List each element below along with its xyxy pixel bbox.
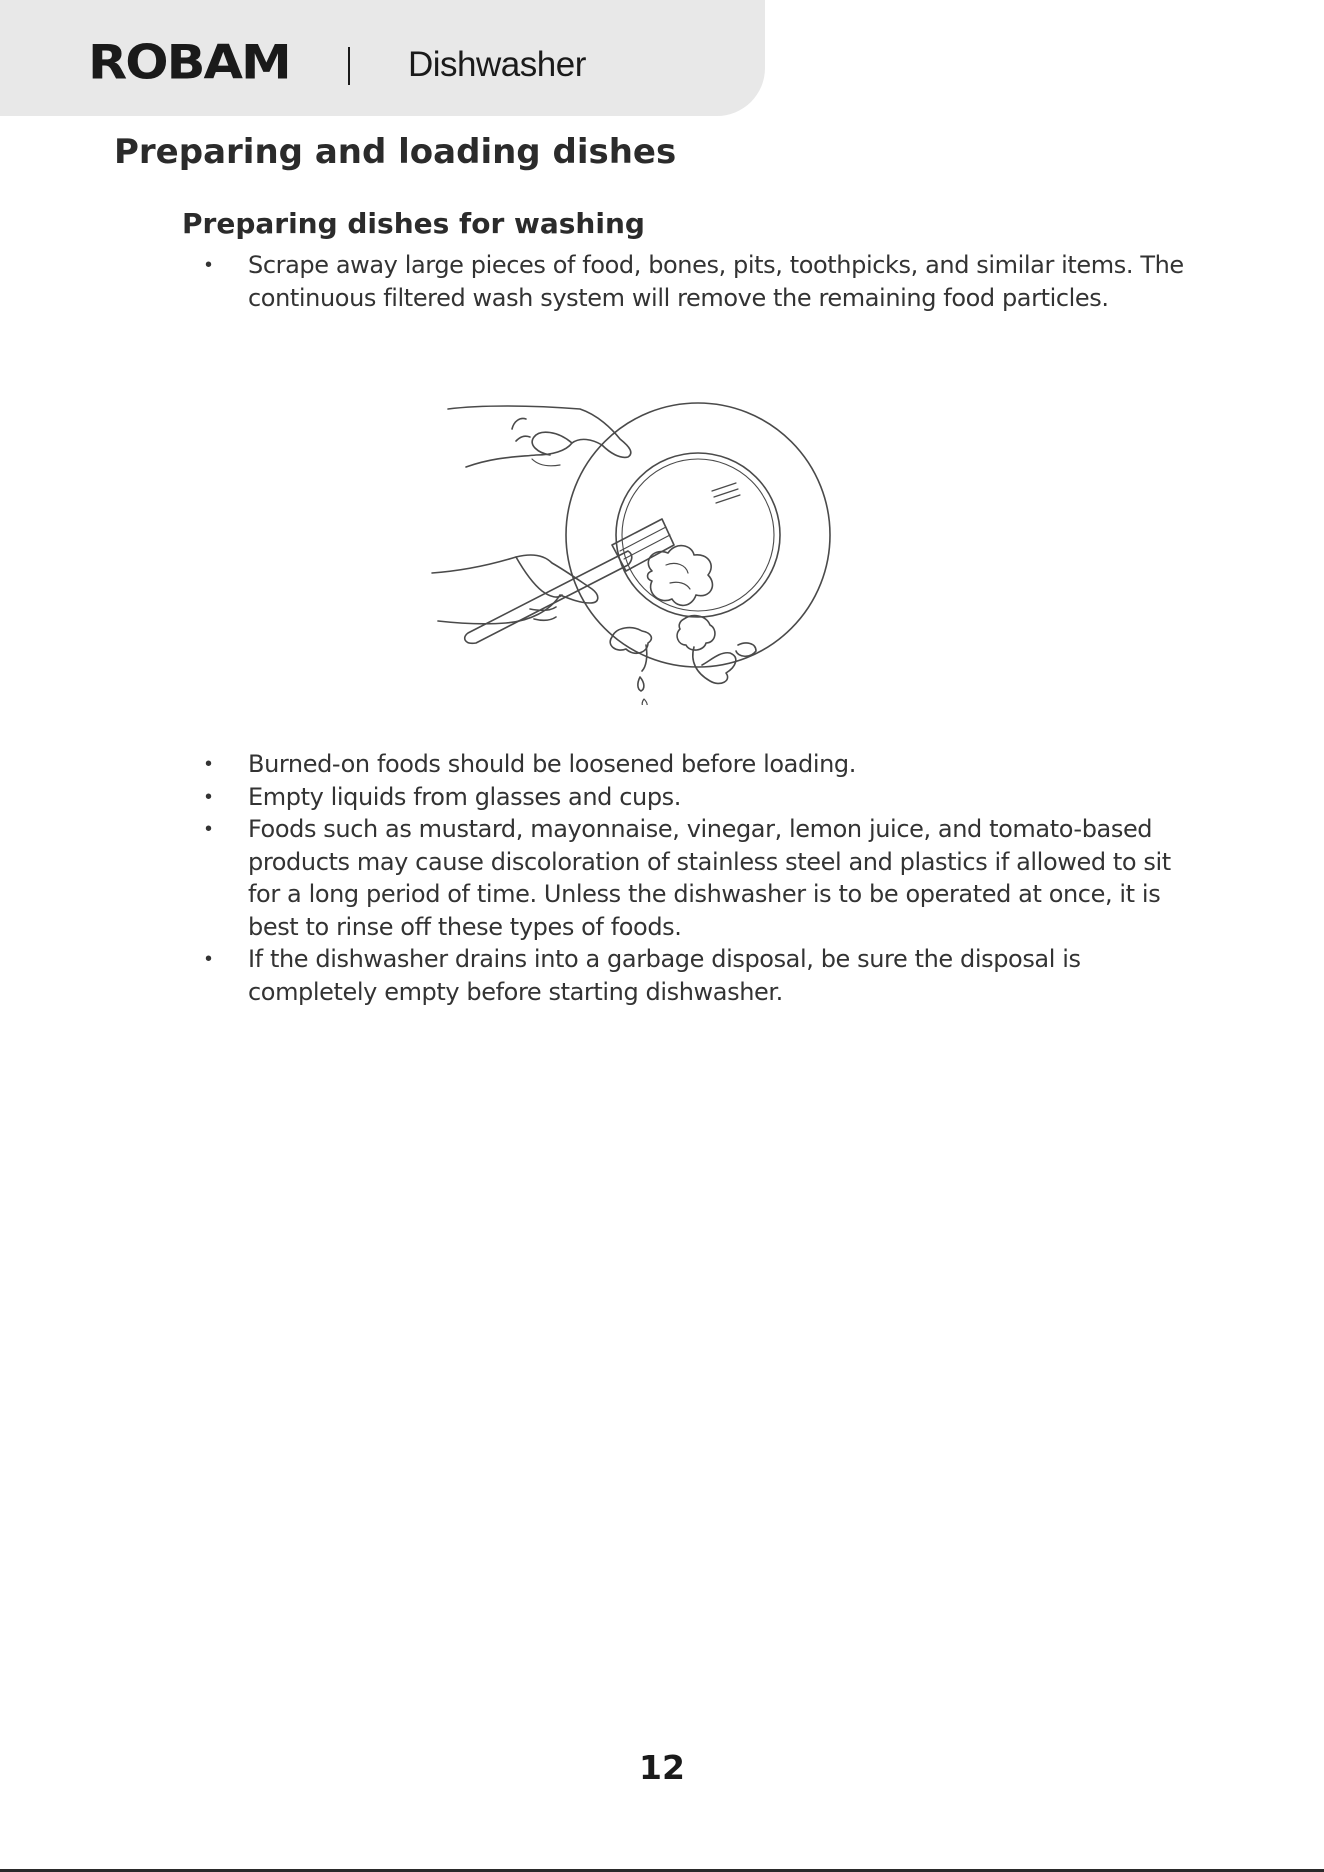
bullet-text: Empty liquids from glasses and cups.: [248, 782, 681, 811]
page-title: Preparing and loading dishes: [114, 132, 677, 172]
plate-scraping-illustration: [420, 395, 840, 705]
bullet-icon: •: [205, 785, 213, 808]
list-item: [0, 943, 1208, 1008]
header-divider: [348, 47, 350, 85]
bullet-icon: •: [205, 753, 213, 775]
page-number: 12: [639, 1748, 685, 1787]
bullet-list-before-figure: [0, 249, 1208, 314]
bullet-text: Burned-on foods should be loosened before loading.: [248, 750, 856, 778]
bullet-text: Foods such as mustard, mayonnaise, vinegar, lemon juice, and tomato-based products may cause discoloration of stainless steel and plastics if allowed to sit for a long period of time. Unless the dishwasher is to be operated at once, it is best to rinse off these types of foods.: [248, 815, 1171, 941]
bullet-text: If the dishwasher drains into a garbage disposal, be sure the disposal is completely empty before starting dishwasher.: [248, 945, 1081, 1006]
plate-rim: [566, 403, 830, 667]
list-item: [0, 813, 1208, 943]
bullet-icon: •: [205, 254, 213, 276]
upper-hand: [448, 406, 631, 467]
plate-center: [616, 453, 780, 617]
header-product-name: Dishwasher: [408, 45, 586, 84]
lower-hand: [432, 555, 598, 624]
list-item: [0, 249, 1208, 314]
bullet-list-after-figure: [0, 748, 1208, 1008]
bullet-icon: •: [205, 818, 213, 840]
section-heading: Preparing dishes for washing: [182, 207, 645, 240]
brand-logo: ROBAM: [88, 36, 290, 91]
bullet-icon: •: [205, 948, 213, 970]
list-item: [0, 781, 1208, 814]
list-item: [0, 748, 1208, 781]
bullet-text: Scrape away large pieces of food, bones, pits, toothpicks, and similar items. The continuous filtered wash system will remove the remaining food particles.: [248, 251, 1184, 312]
